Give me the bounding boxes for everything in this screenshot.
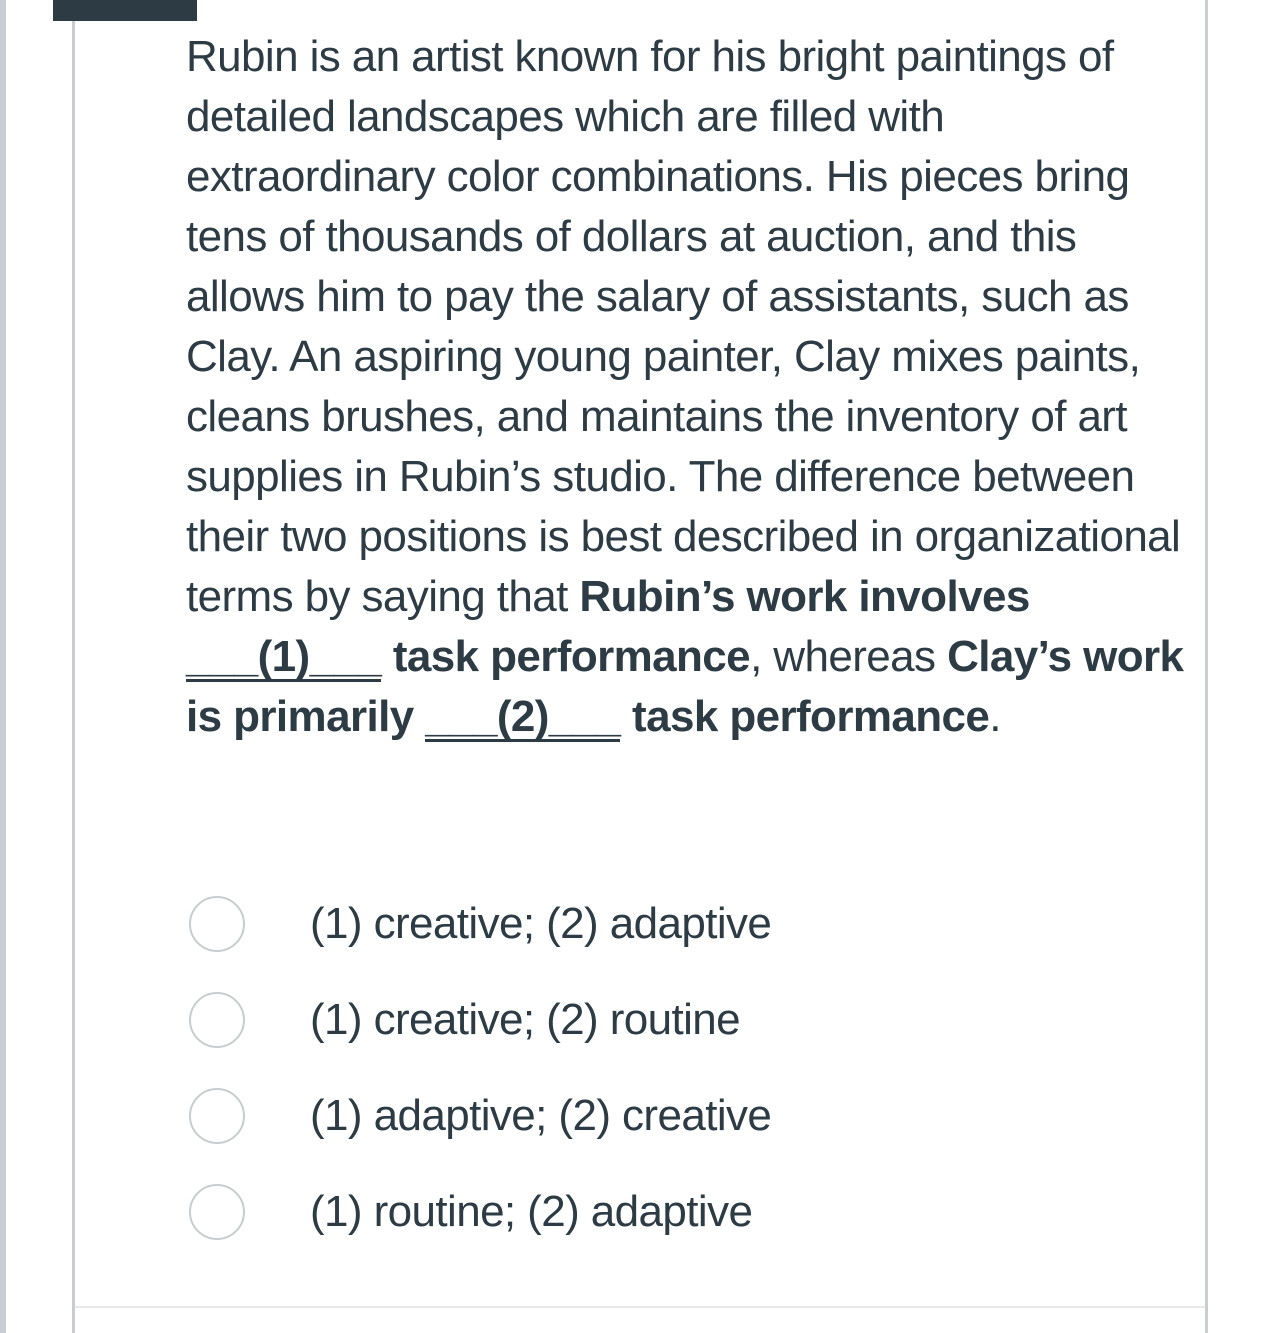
question-text: [186, 27, 1186, 747]
answer-option-4[interactable]: [186, 1164, 1086, 1260]
radio-button[interactable]: [189, 1184, 245, 1240]
radio-button[interactable]: [189, 992, 245, 1048]
question-bold-rubin: Rubin’s work involves: [579, 572, 1030, 621]
radio-button[interactable]: [189, 896, 245, 952]
blank-1: ___(1)___: [186, 632, 382, 681]
question-text-part-2: , whereas: [750, 632, 948, 681]
answer-option-2[interactable]: [186, 972, 1086, 1068]
answer-label: (1) creative; (2) adaptive: [310, 899, 772, 948]
question-header-tab: [53, 0, 197, 21]
question-bold-task-2: task performance: [632, 692, 990, 741]
question-bold-task-1: task performance: [392, 632, 751, 681]
question-bold-clay: Clay’s work is primarily: [186, 632, 1184, 741]
left-rail: [0, 0, 6, 1333]
radio-button[interactable]: [189, 1088, 245, 1144]
answer-option-1[interactable]: [186, 876, 1086, 972]
answer-label: (1) creative; (2) routine: [310, 995, 741, 1044]
blank-2: ___(2)___: [425, 692, 621, 741]
answer-label: (1) routine; (2) adaptive: [310, 1187, 753, 1236]
question-text-part-1: Rubin is an artist known for his bright paintings of detailed landscapes which are filled with extraordinary color combinations. His pieces bring tens of thousands of dollars at auction, and this allows him to pay the salary of assistants, such as Clay. An aspiring young painter, Clay mixes paints, cleans brushes, and maintains the inventory of art supplies in Rubin’s studio. The difference between their two positions is best described in organizational terms by saying that: [186, 32, 1181, 621]
card-divider: [75, 1306, 1205, 1308]
answer-list: [186, 876, 1086, 1260]
question-text-part-3: .: [989, 692, 1001, 741]
answer-option-3[interactable]: [186, 1068, 1086, 1164]
answer-label: (1) adaptive; (2) creative: [310, 1091, 772, 1140]
